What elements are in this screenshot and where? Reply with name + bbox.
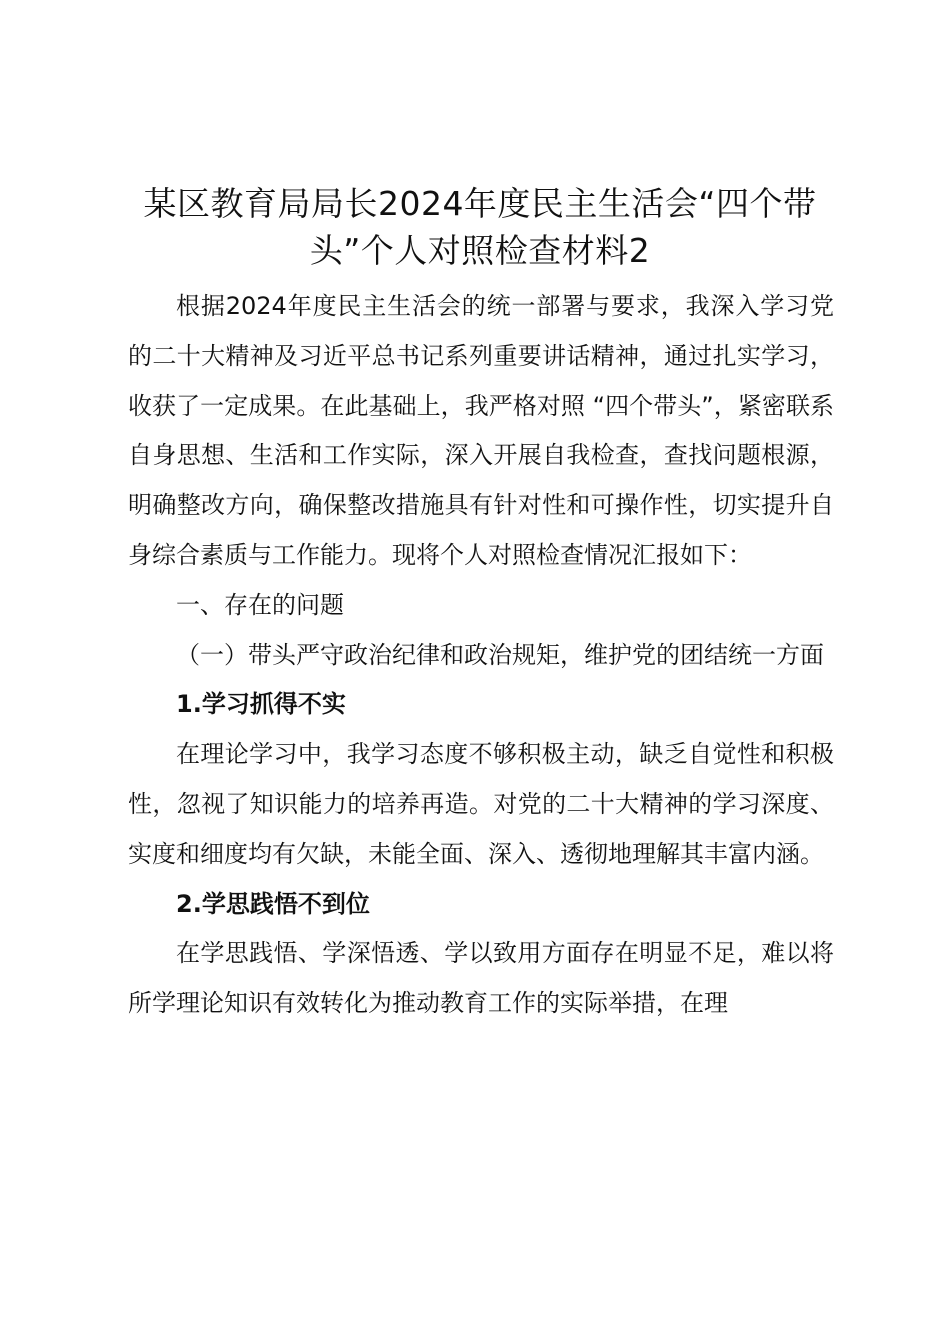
item-heading-practice-insufficient: 2.学思践悟不到位 xyxy=(176,889,370,918)
subsection-heading-political-discipline: （一）带头严守政治纪律和政治规矩，维护党的团结统一方面 xyxy=(176,640,824,669)
item-heading-study-not-solid: 1.学习抓得不实 xyxy=(176,690,346,719)
item-paragraph-study-not-solid: 在理论学习中，我学习态度不够积极主动，缺乏自觉性和积极性，忽视了知识能力的培养再造。对党的二十大精神的学习深度、实度和细度均有欠缺，未能全面、深入、透彻地理解其丰富内涵。 xyxy=(128,740,834,868)
document-body xyxy=(128,282,834,1029)
item-paragraph-practice-insufficient: 在学思践悟、学深悟透、学以致用方面存在明显不足，难以将所学理论知识有效转化为推动教育工作的实际举措，在理 xyxy=(128,939,834,1018)
intro-paragraph: 根据2024年度民主生活会的统一部署与要求，我深入学习党的二十大精神及习近平总书记系列重要讲话精神，通过扎实学习，收获了一定成果。在此基础上，我严格对照 “四个带头”，紧密联系自身思想、生活和工作实际，深入开展自我检查，查找问题根源，明确整改方向，确保整改措施具有针对性和可操作性，切实提升自身综合素质与工作能力。现将个人对照检查情况汇报如下： xyxy=(128,292,834,569)
section-heading-problems: 一、存在的问题 xyxy=(176,590,344,619)
document-title: 某区教育局局长2024年度民主生活会“四个带头”个人对照检查材料2 xyxy=(143,184,817,270)
